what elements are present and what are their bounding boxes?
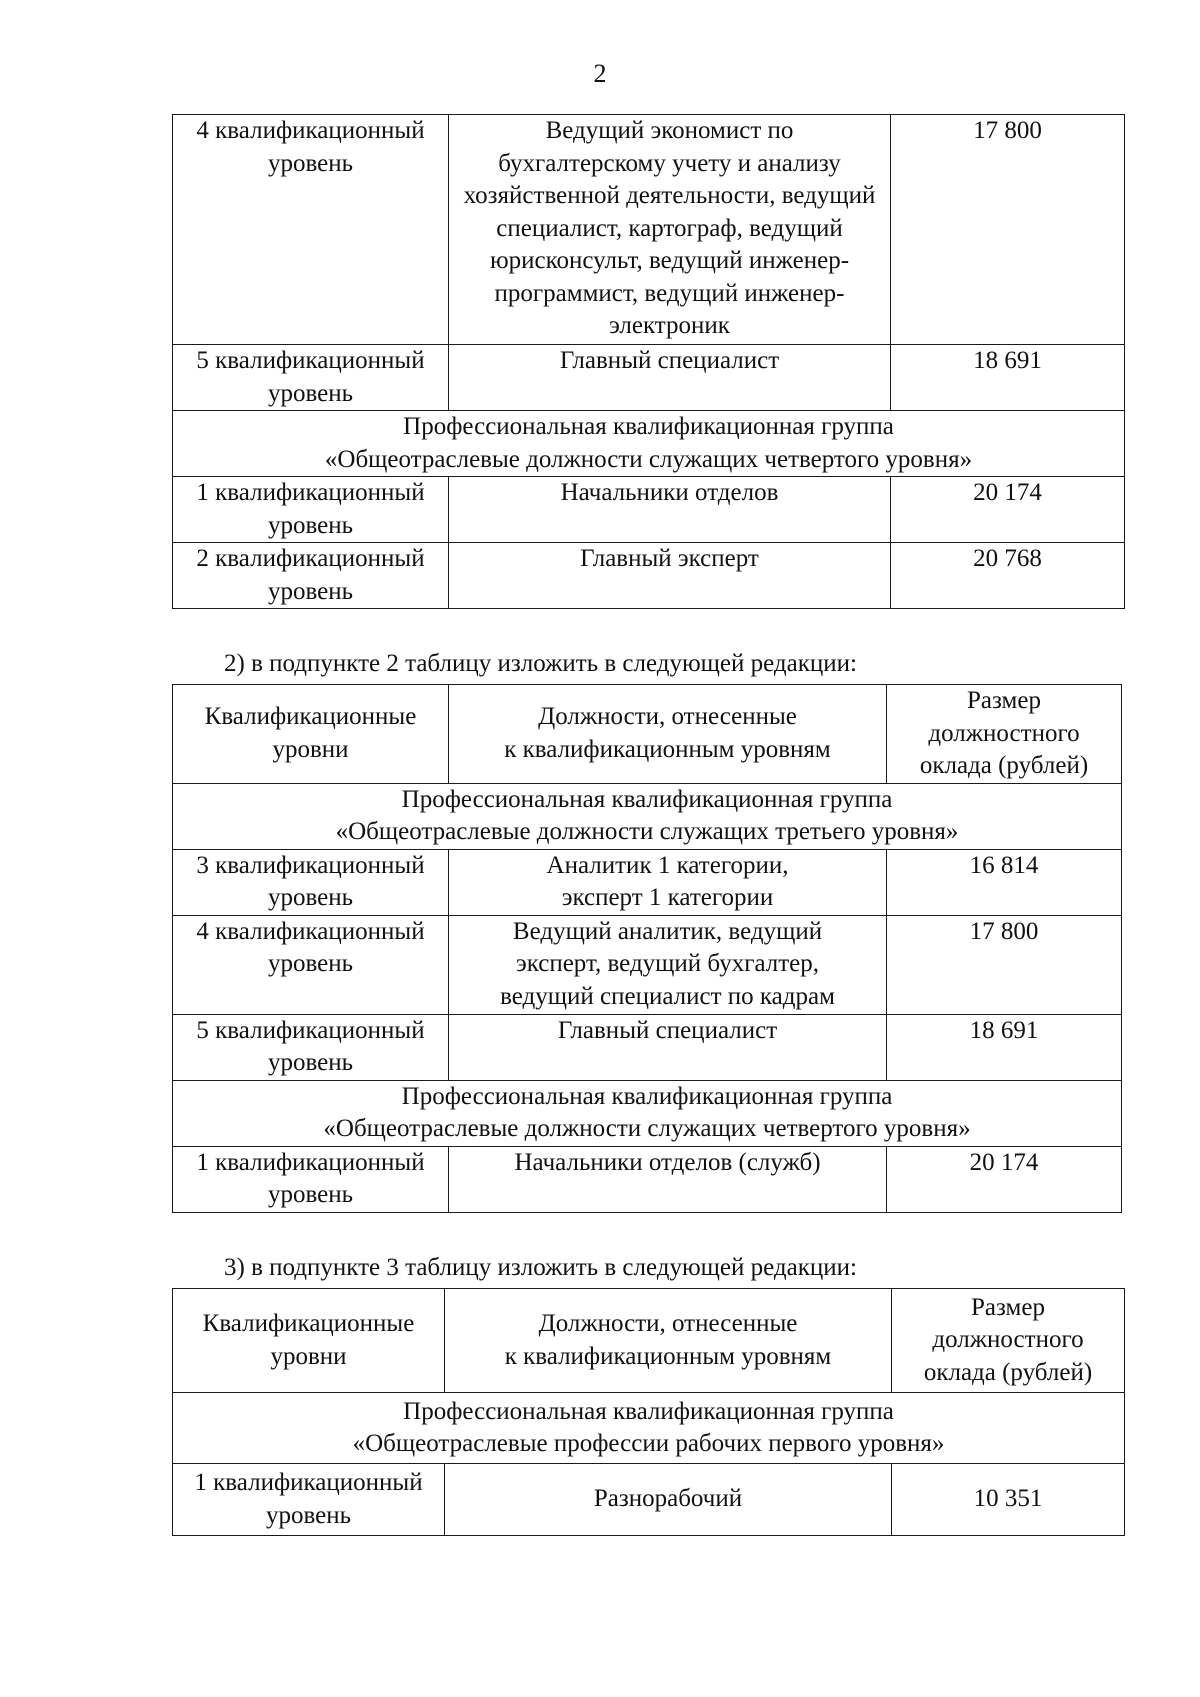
table-row	[173, 1014, 1122, 1080]
qualification-level-cell: 4 квалификационный уровень	[173, 915, 449, 1014]
group-header-row	[173, 1080, 1122, 1146]
qualification-level-cell: 3 квалификационный уровень	[173, 849, 449, 915]
qualification-level-cell: 1 квалификационный уровень	[173, 1464, 445, 1536]
professional-group-cell: Профессиональная квалификационная группа «Общеотраслевые должности служащих четвертого уровня»	[173, 1080, 1122, 1146]
table-row	[173, 115, 1125, 345]
page-number: 2	[593, 59, 607, 88]
positions-cell: Ведущий экономист по бухгалтерскому учету и анализу хозяйственной деятельности, ведущий специалист, картограф, ведущий юрисконсульт, ведущий инженер-программист, ведущий инженер-электроник	[449, 115, 891, 345]
table-header-row	[173, 1289, 1125, 1393]
header-positions: Должности, отнесенные к квалификационным уровням	[445, 1289, 892, 1393]
salary-cell: 20 174	[887, 1146, 1122, 1212]
group-header-row	[173, 1393, 1125, 1464]
header-qualification-levels: Квалификационные уровни	[173, 685, 449, 784]
professional-group-cell: Профессиональная квалификационная группа «Общеотраслевые должности служащих третьего уровня»	[173, 783, 1122, 849]
table-row	[173, 345, 1125, 411]
positions-cell: Начальники отделов (служб)	[449, 1146, 887, 1212]
salary-cell: 16 814	[887, 849, 1122, 915]
positions-cell: Главный специалист	[449, 1014, 887, 1080]
table-header-row	[173, 685, 1122, 784]
header-qualification-levels: Квалификационные уровни	[173, 1289, 445, 1393]
header-salary: Размер должностного оклада (рублей)	[892, 1289, 1125, 1393]
salary-table-subitem-2	[172, 684, 1122, 1213]
qualification-level-cell: 2 квалификационный уровень	[173, 543, 449, 609]
qualification-level-cell: 5 квалификационный уровень	[173, 1014, 449, 1080]
salary-cell: 10 351	[892, 1464, 1125, 1536]
paragraph-subitem-3: 3) в подпункте 3 таблицу изложить в следующей редакции:	[224, 1254, 857, 1281]
positions-cell: Главный специалист	[449, 345, 891, 411]
professional-group-cell: Профессиональная квалификационная группа «Общеотраслевые должности служащих четвертого уровня»	[173, 411, 1125, 477]
salary-cell: 17 800	[887, 915, 1122, 1014]
positions-cell: Главный эксперт	[449, 543, 891, 609]
group-header-row	[173, 783, 1122, 849]
salary-cell: 17 800	[891, 115, 1125, 345]
table-row	[173, 915, 1122, 1014]
table-row	[173, 477, 1125, 543]
positions-cell: Ведущий аналитик, ведущий эксперт, ведущий бухгалтер, ведущий специалист по кадрам	[449, 915, 887, 1014]
salary-table-subitem-3	[172, 1288, 1125, 1536]
positions-cell: Начальники отделов	[449, 477, 891, 543]
salary-cell: 20 174	[891, 477, 1125, 543]
salary-cell: 18 691	[891, 345, 1125, 411]
header-positions: Должности, отнесенные к квалификационным уровням	[449, 685, 887, 784]
group-header-row	[173, 411, 1125, 477]
paragraph-subitem-2: 2) в подпункте 2 таблицу изложить в следующей редакции:	[224, 650, 857, 677]
header-salary: Размер должностного оклада (рублей)	[887, 685, 1122, 784]
table-row	[173, 1464, 1125, 1536]
positions-cell: Разнорабочий	[445, 1464, 892, 1536]
salary-cell: 18 691	[887, 1014, 1122, 1080]
positions-cell: Аналитик 1 категории, эксперт 1 категории	[449, 849, 887, 915]
salary-cell: 20 768	[891, 543, 1125, 609]
qualification-level-cell: 4 квалификационный уровень	[173, 115, 449, 345]
qualification-level-cell: 1 квалификационный уровень	[173, 1146, 449, 1212]
professional-group-cell: Профессиональная квалификационная группа «Общеотраслевые профессии рабочих первого уровня»	[173, 1393, 1125, 1464]
qualification-level-cell: 5 квалификационный уровень	[173, 345, 449, 411]
table-row	[173, 1146, 1122, 1212]
table-row	[173, 849, 1122, 915]
salary-table-continuation	[172, 114, 1125, 609]
table-row	[173, 543, 1125, 609]
qualification-level-cell: 1 квалификационный уровень	[173, 477, 449, 543]
